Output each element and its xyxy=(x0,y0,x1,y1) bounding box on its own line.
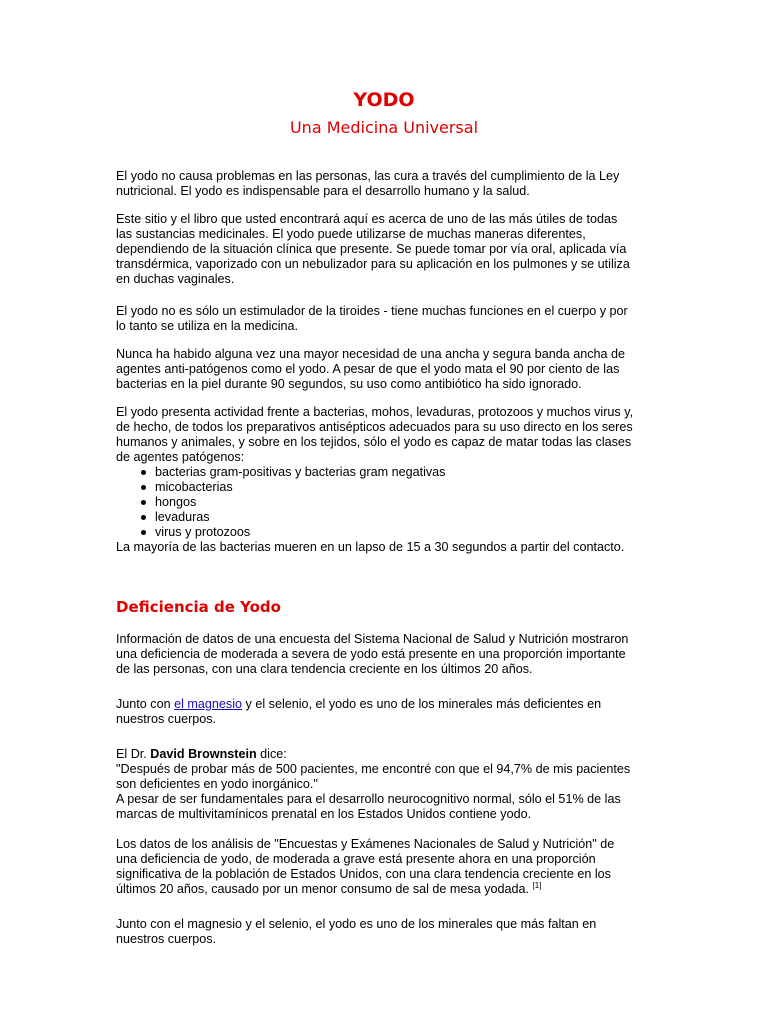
section-spacer xyxy=(116,555,636,597)
deficiency-p2-text-start: Junto con xyxy=(116,697,175,711)
deficiency-paragraph-1: Información de datos de una encuesta del Sistema Nacional de Salud y Nutrición mostraron una deficiencia de moderada a severa de yodo está presente en una proporción importante de las personas, con una clara tendencia creciente en los últimos 20 años. xyxy=(116,632,629,676)
list-item: hongos xyxy=(155,495,636,510)
page-title: YODO xyxy=(353,89,415,111)
doctor-quote: "Después de probar más de 500 pacientes, me encontré con que el 94,7% de mis pacientes son deficientes en yodo inorgánico." xyxy=(116,762,631,791)
deficiency-paragraph-5: Junto con el magnesio y el selenio, el yodo es uno de los minerales que más faltan en nuestros cuerpos. xyxy=(116,917,597,946)
footnote-reference[interactable]: [1] xyxy=(532,880,542,890)
doctor-intro-text: El Dr. xyxy=(116,747,151,761)
section-heading-deficiency: Deficiencia de Yodo xyxy=(116,598,281,616)
list-item: micobacterias xyxy=(155,480,636,495)
list-item: levaduras xyxy=(155,510,636,525)
intro-paragraph-6: La mayoría de las bacterias mueren en un lapso de 15 a 30 segundos a partir del contacto. xyxy=(116,540,625,554)
intro-paragraph-3: El yodo no es sólo un estimulador de la tiroides - tiene muchas funciones en el cuerpo y por lo tanto se utiliza en la medicina. xyxy=(116,304,628,333)
intro-paragraph-1: El yodo no causa problemas en las personas, las cura a través del cumplimiento de la Ley nutricional. El yodo es indispensable para el desarrollo humano y la salud. xyxy=(116,169,620,198)
prenatal-note: A pesar de ser fundamentales para el desarrollo neurocognitivo normal, sólo el 51% de las marcas de multivitamínicos prenatal en los Estados Unidos contiene yodo. xyxy=(116,792,621,821)
intro-paragraph-5: El yodo presenta actividad frente a bacterias, mohos, levaduras, protozoos y muchos virus y, de hecho, de todos los preparativos antisépticos adecuados para su uso directo en los seres humanos y animales, y sobre en los tejidos, sólo el yodo es capaz de matar todas las clases de agentes patógenos: xyxy=(116,405,634,464)
deficiency-paragraph-3 xyxy=(116,747,636,762)
intro-paragraph-4: Nunca ha habido alguna vez una mayor necesidad de una ancha y segura banda ancha de agentes anti-patógenos como el yodo. A pesar de que el yodo mata el 90 por ciento de las bacterias en la piel durante 90 segundos, su uso como antibiótico ha sido ignorado. xyxy=(116,347,626,391)
doctor-name: David Brownstein xyxy=(150,747,257,761)
deficiency-paragraph-4 xyxy=(116,837,636,897)
nhanes-text: Los datos de los análisis de "Encuestas y Exámenes Nacionales de Salud y Nutrición" de una deficiencia de yodo, de moderada a grave está presente ahora en una proporción significativa de la población de Estados Unidos, con una clara tendencia creciente en los últimos 20 años, causado por un menor consumo de sal de mesa yodada. xyxy=(116,837,615,896)
deficiency-p2-text-end: y el selenio, el yodo es uno de los minerales más deficientes en nuestros cuerpos. xyxy=(116,697,602,726)
magnesium-link[interactable]: el magnesio xyxy=(174,697,243,711)
document-body xyxy=(116,169,636,947)
page-subtitle: Una Medicina Universal xyxy=(289,118,479,137)
doctor-says-text: dice: xyxy=(256,747,287,761)
list-item: virus y protozoos xyxy=(155,525,636,540)
deficiency-paragraph-2 xyxy=(116,697,636,727)
intro-paragraph-2: Este sitio y el libro que usted encontrará aquí es acerca de uno de las más útiles de todas las sustancias medicinales. El yodo puede utilizarse de muchas maneras diferentes, dependiendo de la situación clínica que presente. Se puede tomar por vía oral, aplicada vía transdérmica, vaporizado con un nebulizador para su aplicación en los pulmones y se utiliza en duchas vaginales. xyxy=(116,212,630,286)
pathogen-list xyxy=(116,465,636,540)
list-item: bacterias gram-positivas y bacterias gram negativas xyxy=(155,465,636,480)
